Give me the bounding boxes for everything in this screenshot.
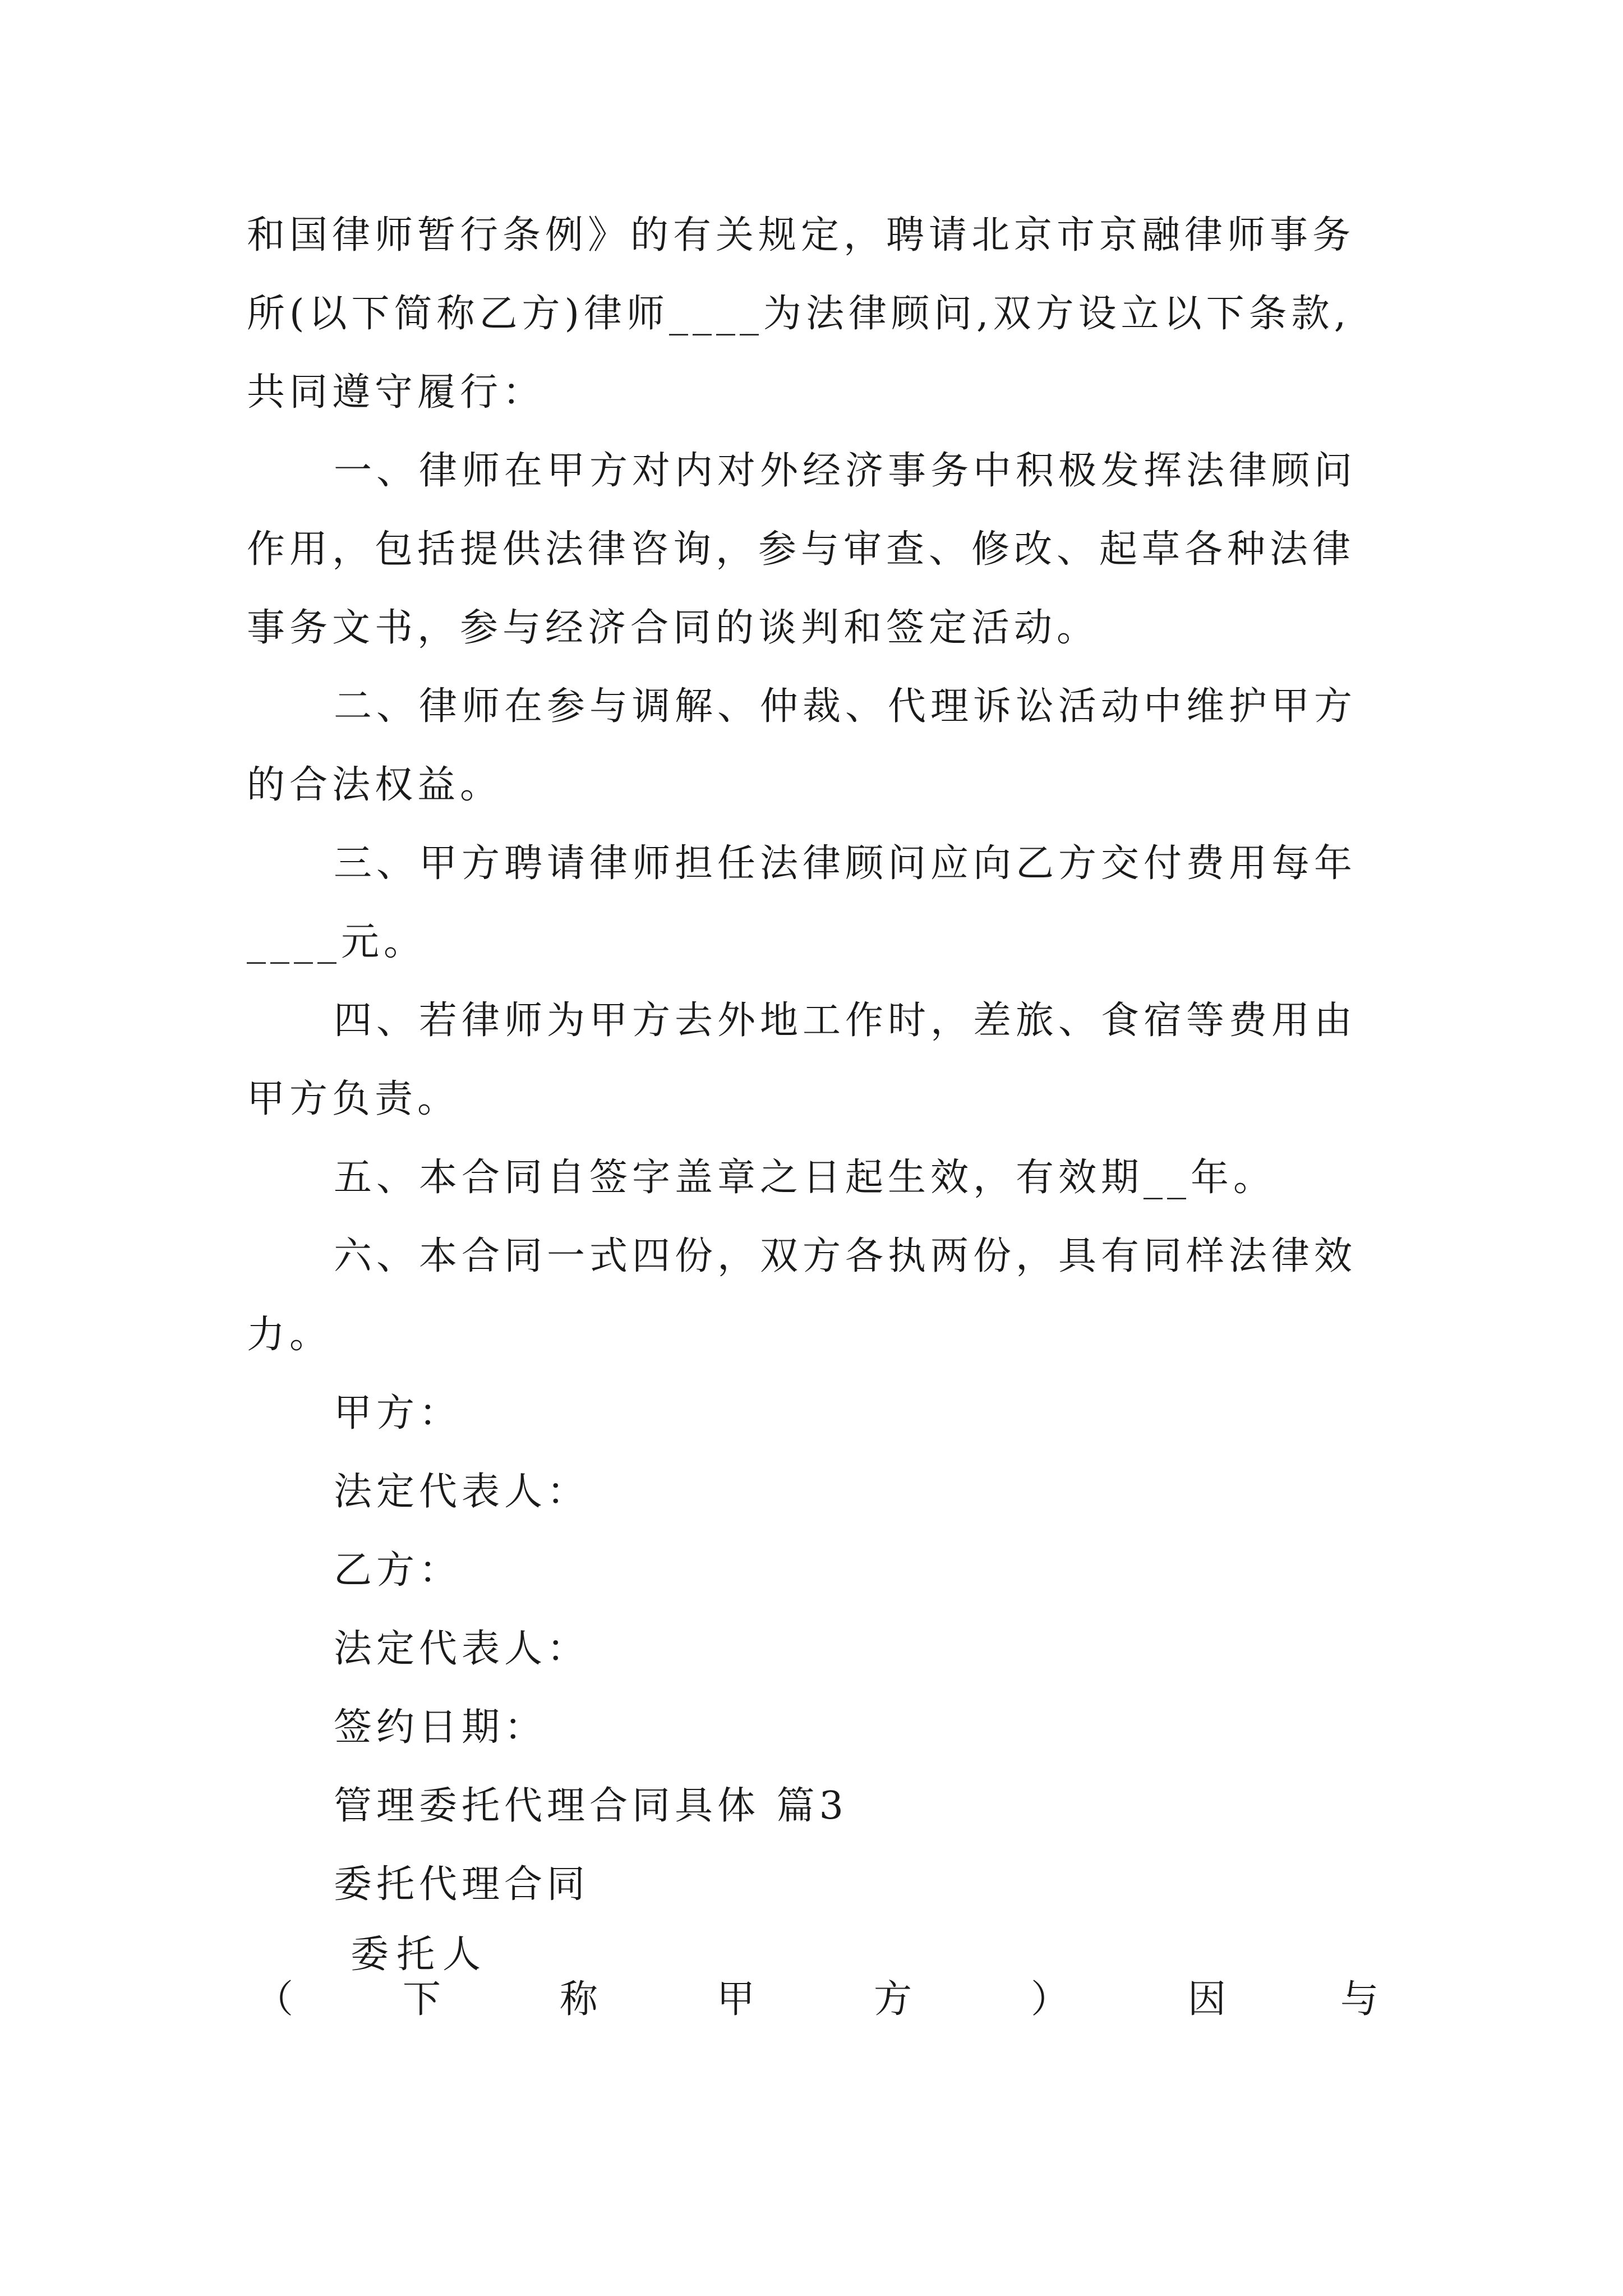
party-a-label: 甲方： bbox=[334, 1391, 462, 1435]
clause-1: 一、律师在甲方对内对外经济事务中积极发挥法律顾问 bbox=[334, 449, 1357, 493]
party-a-representative-label: 法定代表人： bbox=[334, 1470, 590, 1514]
text-line: 甲方负责。 bbox=[247, 1077, 460, 1121]
clause-2: 二、律师在参与调解、仲裁、代理诉讼活动中维护甲方 bbox=[334, 684, 1357, 729]
text-line: 所(以下简称乙方)律师____为法律顾问,双方设立以下条款, bbox=[247, 292, 1351, 336]
spread-char: 与 bbox=[1340, 1977, 1379, 2022]
clause-6: 六、本合同一式四份，双方各执两份，具有同样法律效 bbox=[334, 1234, 1357, 1278]
spread-char: 因 bbox=[1188, 1977, 1227, 2022]
text-line: 力。 bbox=[247, 1313, 333, 1357]
text-line: 共同遵守履行： bbox=[247, 370, 546, 415]
clause-5: 五、本合同自签字盖章之日起生效，有效期__年。 bbox=[334, 1156, 1276, 1200]
section-heading: 管理委托代理合同具体 篇3 bbox=[334, 1784, 848, 1828]
spread-char: 下 bbox=[403, 1977, 441, 2022]
clause-4: 四、若律师为甲方去外地工作时，差旅、食宿等费用由 bbox=[334, 999, 1357, 1043]
contract-title: 委托代理合同 bbox=[334, 1862, 590, 1907]
text-line: ____元。 bbox=[247, 920, 427, 964]
text-line: 和国律师暂行条例》的有关规定，聘请北京市京融律师事务 bbox=[247, 213, 1355, 257]
party-b-representative-label: 法定代表人： bbox=[334, 1627, 590, 1671]
text-line: 作用，包括提供法律咨询，参与审查、修改、起草各种法律 bbox=[247, 527, 1355, 572]
spread-char: ） bbox=[1031, 1977, 1069, 2022]
clause-3: 三、甲方聘请律师担任法律顾问应向乙方交付费用每年 bbox=[334, 841, 1357, 886]
principal-label: 委托人 bbox=[351, 1932, 489, 1977]
text-line: 的合法权益。 bbox=[247, 763, 503, 807]
spread-char: （ bbox=[255, 1977, 294, 2022]
signing-date-label: 签约日期： bbox=[334, 1705, 547, 1750]
spread-char: 方 bbox=[874, 1977, 912, 2022]
spread-char: 称 bbox=[560, 1977, 598, 2022]
party-b-label: 乙方： bbox=[334, 1548, 462, 1593]
text-line: 事务文书，参与经济合同的谈判和签定活动。 bbox=[247, 606, 1100, 650]
spread-char: 甲 bbox=[717, 1977, 755, 2022]
